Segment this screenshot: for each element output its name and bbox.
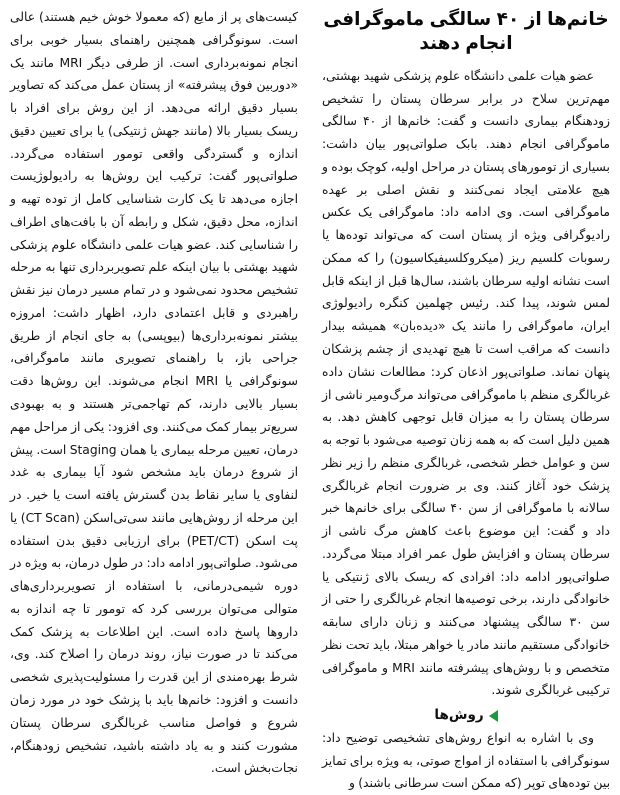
- right-column-body-paragraph: عضو هیات علمی دانشگاه علوم پزشکی شهید بهشتی، مهم‌ترین سلاح در برابر سرطان پستان را تشخیص زودهنگام بیماری دانست و گفت: خانم‌ها از ۴۰ سالگی ماموگرافی انجام دهند. بابک صلواتی‌پور بیان داشت: بسیاری از تومورهای پستان در مراحل اولیه، کوچک بوده و هیچ علامتی ایجاد نمی‌کنند و نقش اصلی بر عهده ماموگرافی است. وی ادامه داد: ماموگرافی یک عکس رادیوگرافی ویژه از پستان است که می‌تواند توده‌ها یا رسوبات کلسیم ریز (میکروکلسیفیکاسیون) را که ممکن است نشانه اولیه سرطان باشند، سال‌ها قبل از اینکه قابل لمس شوند، پیدا کند. رئیس چهلمین کنگره رادیولوژی ایران، ماموگرافی را مانند یک «دیده‌بان» همیشه بیدار دانست که مراقب است تا هیچ تهدیدی از چشم پزشکان پنهان نماند. صلواتی‌پور اذعان کرد: مطالعات نشان داده غربالگری منظم با ماموگرافی می‌تواند مرگ‌ومیر ناشی از سرطان پستان را به میزان قابل توجهی کاهش دهد. به همین دلیل است که به همه زنان توصیه می‌شود با توجه به سن و عوامل خطر شخصی، غربالگری منظم را زیر نظر پزشک خود آغاز کنند. وی بر ضرورت انجام غربالگری سالانه با ماموگرافی از سن ۴۰ سالگی برای خانم‌ها خبر داد و گفت: این موضوع باعث کاهش مرگ ناشی از سرطان پستان و افزایش طول عمر افراد مبتلا می‌گردد. صلواتی‌پور ادامه داد: افرادی که ریسک بالای ژنتیکی یا خانوادگی دارند، برخی توصیه‌ها انجام غربالگری را حتی از سن ۳۰ سالگی پیشنهاد می‌کنند و زنان دارای سابقه خانوادگی مستقیم مانند مادر یا خواهر مبتلا، باید تحت نظر متخصص و با روش‌های پیشرفته مانند MRI و ماموگرافی ترکیبی غربالگری شوند.: [322, 68, 610, 698]
- article-headline: خانم‌ها از ۴۰ سالگی ماموگرافی انجام دهند: [323, 9, 609, 55]
- subheading-label: روش‌ها: [434, 707, 484, 724]
- triangle-bullet-icon: [489, 710, 498, 722]
- left-column: [0, 0, 310, 776]
- subheading-row: [322, 707, 610, 725]
- right-column-after-subheading-paragraph: وی با اشاره به انواع روش‌های تشخیصی توضیح داد: سونوگرافی با استفاده از امواج صوتی، به ویژه برای تمایز بین توده‌های توپر (که ممکن است سرطانی باشند) و: [322, 730, 610, 791]
- right-column: [310, 0, 620, 791]
- left-column-body-paragraph: کیست‌های پر از مایع (که معمولا خوش خیم هستند) عالی است. سونوگرافی همچنین راهنمای بسیار خوبی برای انجام نمونه‌برداری است. از طرفی دیگر MRI مانند یک «دوربین فوق پیشرفته» از پستان عمل می‌کند که تصاویر بسیار دقیق ارائه می‌دهد. از این روش برای افراد با ریسک بسیار بالا (مانند جهش ژنتیکی) یا برای تعیین دقیق اندازه و گستردگی واقعی تومور استفاده می‌گردد. صلواتی‌پور گفت: ترکیب این روش‌ها به رادیولوژیست اجازه می‌دهد تا یک کارت شناسایی کامل از توده تهیه و اندازه، محل دقیق، شکل و رابطه آن با بافت‌های اطراف را شناسایی کند. عضو هیات علمی دانشگاه علوم پزشکی شهید بهشتی با بیان اینکه علم تصویربرداری تنها به مرحله تشخیص محدود نمی‌شود و در تمام مسیر درمان نیز نقش راهبردی و قابل اعتمادی دارد، اظهار داشت: امروزه بیشتر نمونه‌برداری‌ها (بیوپسی) به جای انجام از طریق جراحی باز، با راهنمای تصویری مانند ماموگرافی، سونوگرافی یا MRI انجام می‌شوند. این روش‌ها دقت بسیار بالایی دارند، کم تهاجمی‌تر هستند و به بهبودی سریع‌تر بیمار کمک می‌کنند. وی افزود: یکی از مراحل مهم درمان، تعیین مرحله بیماری یا همان Staging است. پیش از شروع درمان باید مشخص شود آیا بیماری به غدد لنفاوی یا سایر نقاط بدن گسترش یافته است یا خیر. در این مرحله از روش‌هایی مانند سی‌تی‌اسکن (CT Scan) یا پت اسکن (PET/CT) برای ارزیابی دقیق بدن استفاده می‌شود. صلواتی‌پور ادامه داد: در طول درمان، به ویژه در دوره شیمی‌درمانی، با استفاده از تصویربرداری‌های متوالی می‌توان بررسی کرد که تومور تا چه اندازه به داروها پاسخ داده است. این اطلاعات به پزشک کمک می‌کند تا در صورت نیاز، روند درمان را اصلاح کند. وی، شرط بهره‌مندی از این قدرت را مسئولیت‌پذیری شخصی دانست و افزود: خانم‌ها باید با پزشک خود در مورد زمان شروع و فواصل مناسب غربالگری سرطان پستان مشورت کنند و به یاد داشته باشید، تشخیص زودهنگام، نجات‌بخش است.: [10, 10, 298, 776]
